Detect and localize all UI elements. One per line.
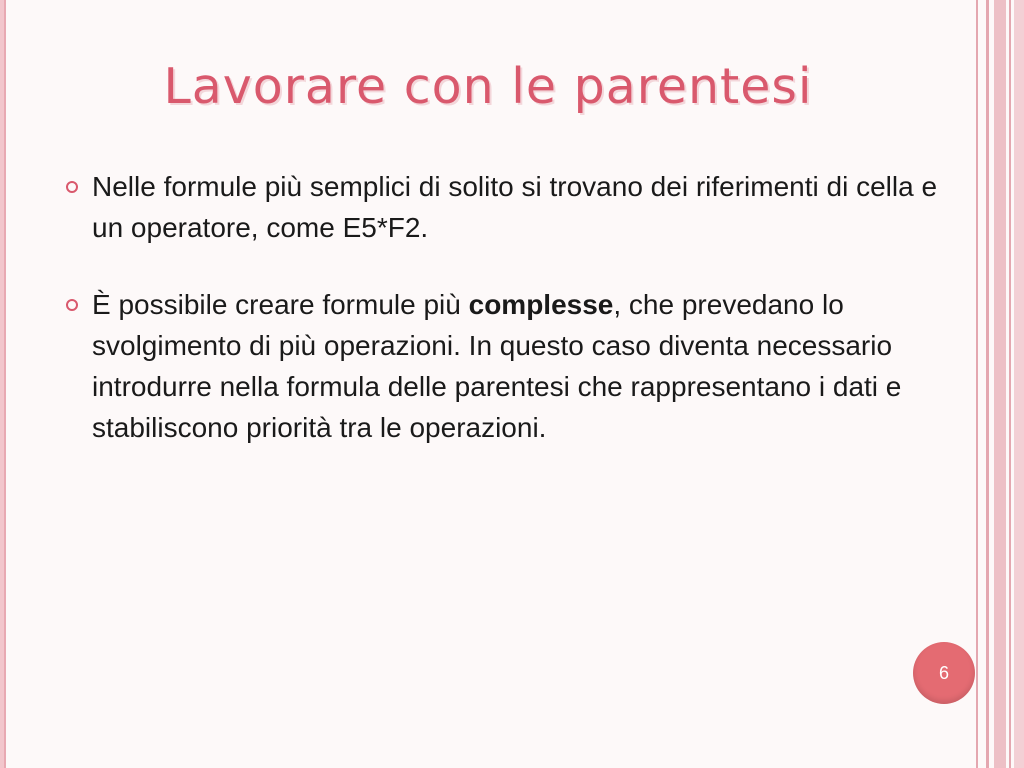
slide-body [66,166,946,484]
bullet-circle-icon [66,181,78,193]
right-border-decoration [976,0,1024,768]
bullet-text: Nelle formule più semplici di solito si trovano dei riferimenti di cella e un operatore, come E5*F2. [92,171,938,243]
bullet-item [66,166,946,248]
slide-title: Lavorare con le parentesi [163,58,813,115]
bullet-circle-icon [66,299,78,311]
bullet-text: È possibile creare formule più [92,289,469,320]
left-border-decoration [0,0,6,768]
bullet-text-bold: complesse [468,289,614,320]
bullet-text-continued: , che prevedano lo svolgimento di più operazioni. In questo caso diventa necessario introdurre nella formula delle parentesi che rappresentano i dati e stabiliscono priorità tra le operazioni. [92,289,902,443]
page-number-badge: 6 [913,642,975,704]
bullet-item [66,284,946,448]
